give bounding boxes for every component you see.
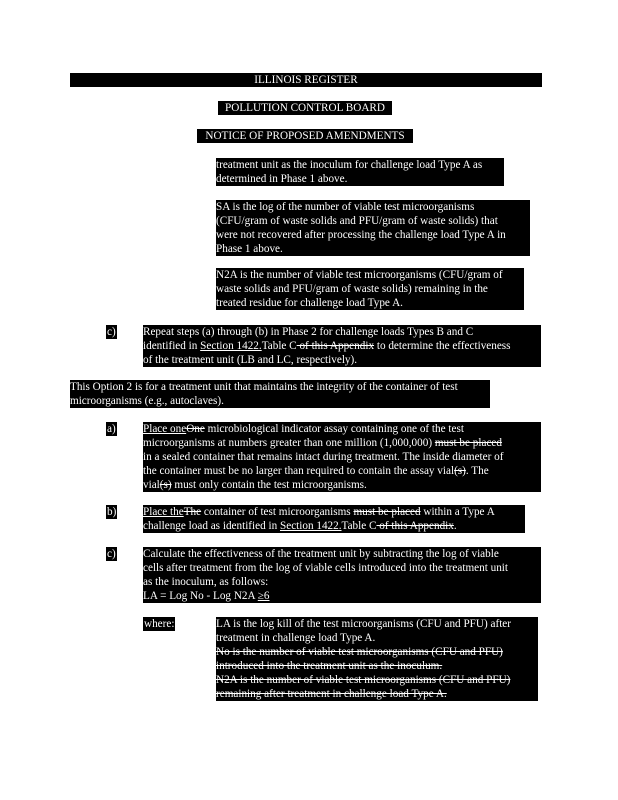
formula: [143, 589, 541, 603]
text-line: [143, 422, 541, 436]
item-label-a: a): [107, 423, 116, 435]
text-line: determined in Phase 1 above.: [216, 173, 348, 185]
text-line: Repeat steps (a) through (b) in Phase 2 for challenge loads Types B and C: [143, 326, 474, 338]
text-line: were not recovered after processing the challenge load Type A in: [216, 229, 506, 241]
paragraph-option-2: [70, 380, 490, 408]
text-line: treatment in challenge load Type A.: [216, 632, 376, 644]
item-label-b: b): [107, 506, 117, 518]
text-run: Table C: [261, 340, 297, 352]
text-run: microbiological indicator assay containing one of the test: [204, 423, 464, 435]
deleted-text: remaining after treatment in challenge load Type A.: [216, 688, 447, 700]
text-line: This Option 2 is for a treatment unit that maintains the integrity of the container of test: [70, 381, 458, 393]
deleted-text: (s): [159, 479, 172, 491]
paragraph-sa-definition: [216, 200, 530, 256]
deleted-text: must be placed: [353, 506, 421, 518]
text-run: container of test microorganisms: [201, 506, 354, 518]
text-run: LA = Log No - Log N2A: [143, 590, 258, 602]
text-line: [143, 478, 541, 492]
paragraph-place-one: [143, 422, 541, 492]
inserted-text: Place one: [143, 423, 187, 435]
deleted-text: One: [186, 423, 205, 435]
text-line: waste solids and PFU/gram of waste solids) remaining in the: [216, 283, 488, 295]
paragraph-repeat-steps: [143, 325, 541, 367]
paragraph-treatment-unit: [216, 158, 504, 186]
text-line: treated residue for challenge load Type A.: [216, 297, 403, 309]
register-title: ILLINOIS REGISTER: [254, 74, 358, 86]
deleted-text: N2A is the number of viable test microorganisms (CFU and PFU): [216, 674, 511, 686]
item-label-c2: c): [107, 548, 116, 560]
paragraph-n2a-definition: [216, 268, 524, 310]
text-run: identified in: [143, 340, 201, 352]
inserted-text: Section 1422.: [200, 340, 262, 352]
text-run: challenge load as identified in: [143, 520, 280, 532]
inserted-text: Place the: [143, 506, 184, 518]
deleted-text: must be placed: [434, 437, 502, 449]
text-line: as the inoculum, as follows:: [143, 576, 269, 588]
inserted-text: Section 1422.: [280, 520, 342, 532]
text-run: to determine the effectiveness: [374, 340, 511, 352]
text-run: vial: [143, 479, 160, 491]
text-line: treatment unit as the inoculum for challenge load Type A as: [216, 159, 483, 171]
text-line: of the treatment unit (LB and LC, respectively).: [143, 354, 358, 366]
text-line: [143, 505, 525, 519]
text-run: must only contain the test microorganisms.: [171, 479, 367, 491]
text-line: SA is the log of the number of viable test microorganisms: [216, 201, 475, 213]
deleted-text: introduced into the treatment unit as the inoculum.: [216, 660, 443, 672]
text-line: [143, 436, 541, 450]
text-run: microorganisms at numbers greater than one million (1,000,000): [143, 437, 435, 449]
item-label-c: c): [107, 326, 116, 338]
deleted-text: (s): [454, 465, 466, 477]
inserted-text: ≥6: [257, 590, 270, 602]
text-run: the container must be no larger than required to contain the assay vial: [143, 465, 455, 477]
board-title: POLLUTION CONTROL BOARD: [225, 102, 385, 114]
paragraph-calculate: [143, 547, 541, 603]
text-line: microorganisms (e.g., autoclaves).: [70, 395, 224, 407]
text-line: [143, 339, 541, 353]
register-header: [70, 73, 542, 87]
deleted-text: of this Appendix: [376, 520, 454, 532]
text-run: Table C: [341, 520, 377, 532]
text-line: Phase 1 above.: [216, 243, 283, 255]
text-run: . The: [465, 465, 489, 477]
notice-header: [197, 129, 413, 143]
text-line: [143, 519, 525, 533]
paragraph-place-container: [143, 505, 525, 533]
text-run: .: [453, 520, 457, 532]
board-header: [218, 101, 392, 115]
text-line: LA is the log kill of the test microorganisms (CFU and PFU) after: [216, 618, 511, 630]
paragraph-where-definitions: [216, 617, 538, 701]
deleted-text: of this Appendix: [296, 340, 375, 352]
text-line: N2A is the number of viable test microorganisms (CFU/gram of: [216, 269, 503, 281]
notice-title: NOTICE OF PROPOSED AMENDMENTS: [205, 130, 405, 142]
deleted-text: No is the number of viable test microorganisms (CFU and PFU): [216, 646, 503, 658]
text-line: [143, 464, 541, 478]
where-label: where:: [144, 618, 175, 630]
text-line: cells after treatment from the log of viable cells introduced into the treatment unit: [143, 562, 509, 574]
text-line: (CFU/gram of waste solids and PFU/gram of waste solids) that: [216, 215, 498, 227]
deleted-text: The: [183, 506, 202, 518]
text-line: Calculate the effectiveness of the treatment unit by subtracting the log of viable: [143, 548, 499, 560]
text-line: in a sealed container that remains intact during treatment. The inside diameter of: [143, 451, 504, 463]
text-run: within a Type A: [420, 506, 495, 518]
